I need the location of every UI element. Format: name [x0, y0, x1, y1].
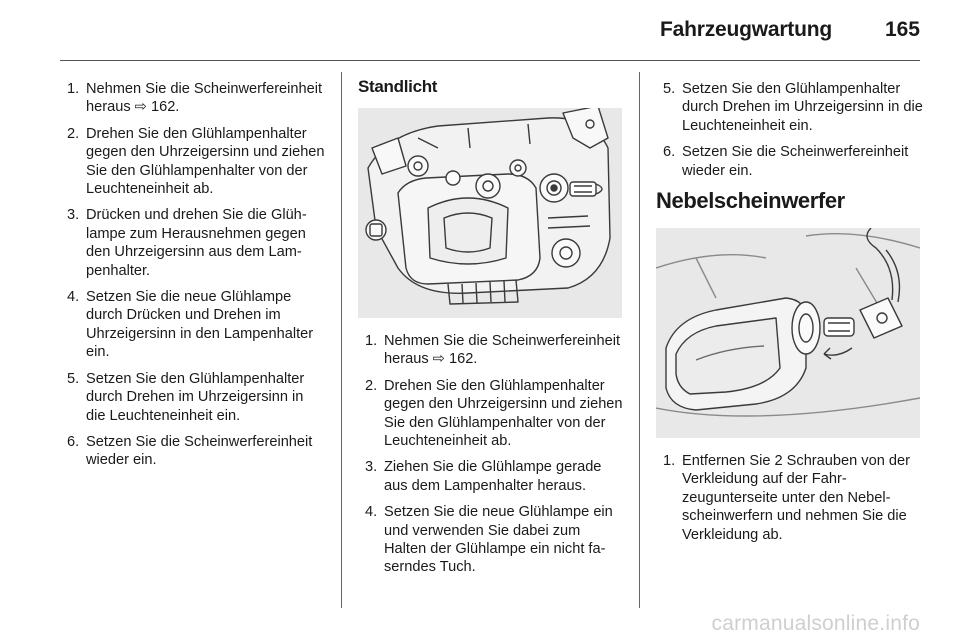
- header-rule: [60, 60, 920, 61]
- right-column-steps-bottom: [656, 452, 924, 552]
- right-step-list-bottom: [656, 452, 924, 544]
- list-item: 5. Setzen Sie den Glühlampenhalter durch Drehen im Uhrzeigersinn in die Leuchteneinheit ein.: [663, 81, 923, 134]
- right-column-heading: [656, 188, 924, 213]
- page-header-title: Fahrzeugwartung: [659, 18, 832, 41]
- middle-step-list: [358, 332, 624, 577]
- section-title-nebelscheinwerfer: Nebelscheinwerfer: [656, 188, 845, 213]
- left-step-list: [60, 80, 326, 470]
- list-item: 6. Setzen Sie die Scheinwerfereinheit wieder ein.: [663, 144, 909, 179]
- list-item: 1. Nehmen Sie die Scheinwerfereinheit heraus ⇨ 162.: [365, 333, 621, 368]
- figure-fog-lamp: [656, 228, 920, 438]
- list-item: 3. Drücken und drehen Sie die Glühlampe zum Herausnehmen gegen den Uhrzeigersinn aus dem Lampenhalter.: [67, 207, 307, 279]
- list-item: 2. Drehen Sie den Glühlampenhalter gegen den Uhrzeigersinn und ziehen Sie den Glühlampenhalter von der Leuchteneinheit ab.: [67, 125, 325, 198]
- right-column-steps-top: [656, 80, 924, 188]
- headlamp-illustration: [358, 108, 622, 318]
- list-item: 5. Setzen Sie den Glühlampenhalter durch Drehen im Uhrzeigersinn in die Leuchteneinheit ein.: [67, 370, 305, 424]
- list-item: 3. Ziehen Sie die Glühlampe gerade aus dem Lampenhalter heraus.: [365, 459, 602, 494]
- figure-standlicht-headlamp: [358, 108, 622, 318]
- list-item: 2. Drehen Sie den Glühlampenhalter gegen den Uhrzeigersinn und ziehen Sie den Glühlampenhalter von der Leuchteneinheit ab.: [365, 377, 623, 450]
- list-item: 4. Setzen Sie die neue Glühlampe durch Drücken und Drehen im Uhrzeigersinn in den Lampenhalter ein.: [67, 289, 314, 361]
- middle-column-steps: [358, 332, 624, 585]
- column-divider-left: [341, 72, 342, 608]
- list-item: 4. Setzen Sie die neue Glühlampe ein und verwenden Sie dabei zum Halten der Glühlampe ein nicht faserndes Tuch.: [365, 504, 613, 576]
- left-column: [60, 80, 326, 478]
- right-step-list-top: [656, 80, 924, 180]
- middle-column: [358, 78, 624, 96]
- section-title-standlicht: Standlicht: [358, 77, 438, 96]
- list-item: 1. Nehmen Sie die Scheinwerfereinheit heraus ⇨ 162.: [67, 81, 323, 116]
- list-item: 6. Setzen Sie die Scheinwerfereinheit wieder ein.: [67, 433, 313, 469]
- watermark: carmanualsonline.info: [711, 612, 920, 635]
- list-item: 1. Entfernen Sie 2 Schrauben von der Verkleidung auf der Fahrzeugunterseite unter den Nebelscheinwerfern und nehmen Sie die Verkleidung ab.: [663, 453, 910, 543]
- fog-lamp-illustration: [656, 228, 920, 438]
- column-divider-right: [639, 72, 640, 608]
- page-number: 165: [884, 18, 920, 41]
